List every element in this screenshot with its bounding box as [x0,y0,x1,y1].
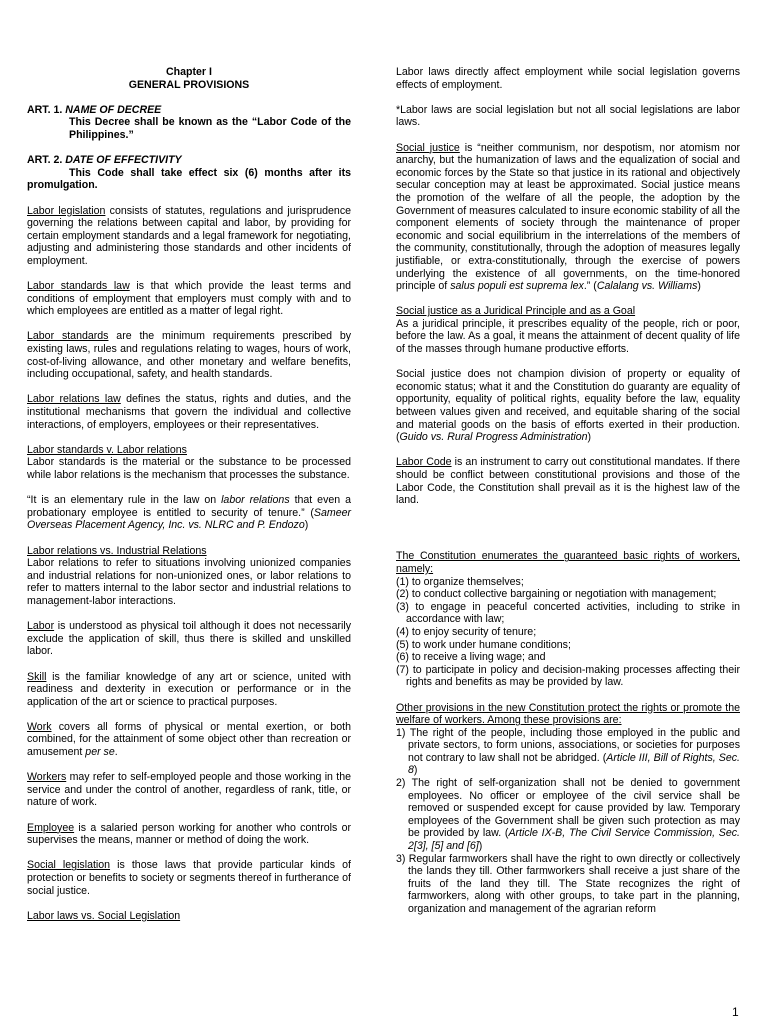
art2-text: This Code shall take effect six (6) months after its promulgation. [27,166,351,192]
spacer [396,519,740,550]
case-citation-sameer: Sameer Overseas Placement Agency, Inc. vs. NLRC and P. Endozo [27,506,351,532]
heading-lr-vs-ir: Labor relations vs. Industrial Relations [27,544,207,557]
term-labor-standards: Labor standards [27,330,109,343]
term-work: Work [27,720,52,733]
term-workers: Workers [27,771,67,784]
heading-other-provisions: Other provisions in the new Constitution protect the rights or promote the welfare of workers. Among these provisions are: [396,701,740,727]
list-item: (3) to engage in peaceful concerted activities, including to strike in accordance with law; [396,600,740,626]
heading-basic-rights: The Constitution enumerates the guaranteed basic rights of workers, namely: [396,550,740,575]
right-column [396,66,740,916]
list-item: (6) to receive a living wage; and [396,651,546,664]
term-labor-code: Labor Code [396,456,452,469]
sj-division-paragraph: Social justice does not champion division of property or equality of economic status; what it and the Constitution do guaranty are equality of opportunity, equality of political rights, equality before the law, equality between values given and received, and equitable sharing of the social and material goods on the basis of efforts exerted in their production. (Guido vs. Rural Progress Administration) [396,368,740,444]
art2-heading: ART. 2. DATE OF EFFECTIVITY [27,154,182,167]
provision-2: 2) The right of self-organization shall not be denied to government employees. No officer or employee of the civil service shall be removed or suspended except for cause provided by law. Temporary employees of the Government shall be given such protection as may be provided by law. (Article IX-B, The Civil Service Commission, Sec. 2[3], [5] and [6]) [396,777,740,853]
quote-paragraph: “It is an elementary rule in the law on labor relations that even a probationary employee is entitled to security of tenure.” (Sameer Overseas Placement Agency, Inc. vs. NLRC and P. Endozo) [27,494,351,532]
term-labor-relations-law: Labor relations law [27,393,121,406]
ll-vs-sl-text: Labor laws directly affect employment while social legislation governs effects of employment. [396,66,740,91]
list-item: (7) to participate in policy and decision-making processes affecting their rights and benefits as may be provided by law. [396,663,740,689]
employee-paragraph: Employee is a salaried person working for another who controls or supervises the means, manner or method of doing the work. [27,821,351,847]
labor-standards-paragraph: Labor standards are the minimum requirements prescribed by existing laws, rules and regulations relating to wages, hours of work, cost-of-living allowance, and other monetary and welfare benefits, including occupational, safety, and health standards. [27,330,352,381]
term-social-justice: Social justice [396,141,460,154]
list-item: (5) to work under humane conditions; [396,638,571,651]
list-item: (1) to organize themselves; [396,575,524,588]
term-labor-standards-law: Labor standards law [27,280,130,293]
art1-text: This Decree shall be known as the “Labor Code of the Philippines.” [69,116,351,141]
labor-standards-law-paragraph: Labor standards law is that which provide the least terms and conditions of employment that employers must comply with and to which employees are entitled as a matter of legal right. [27,280,351,318]
page-number: 1 [732,1005,739,1019]
left-column [27,66,351,922]
social-legislation-paragraph: Social legislation is those laws that provide particular kinds of protection or benefits to society or segments thereof in furtherance of social justice. [27,859,351,897]
sj-juridical-text: As a juridical principle, it prescribes equality of the people, rich or poor, before the law. As a goal, it means the attainment of decent quality of life of the masses through humane productive efforts. [396,317,740,356]
chapter-title: GENERAL PROVISIONS [128,78,250,91]
term-skill: Skill [27,670,47,683]
term-labor: Labor [27,620,55,633]
labor-relations-law-paragraph: Labor relations law defines the status, rights and duties, and the institutional mechanisms that govern the individual and collective interactions, of employers, employees or their representatives. [27,393,352,431]
chapter-number: Chapter I [166,66,212,78]
case-citation-calalang: Calalang vs. Williams [596,280,698,293]
term-labor-legislation: Labor legislation [27,204,106,217]
labor-legislation-paragraph: Labor legislation consists of statutes, regulations and jurisprudence governing the relations between capital and labor, by providing for certain employment standards and a legal framework for negotiating, adjusting and administering those standards and other incidents of employment. [27,204,352,267]
list-item: (4) to enjoy security of tenure; [396,625,537,638]
provision-1: 1) The right of the people, including those employed in the public and private sectors, to form unions, associations, or societies for purposes not contrary to law shall not be abridged. (Article III, Bill of Rights, Sec. 8) [396,726,740,777]
skill-paragraph: Skill is the familiar knowledge of any art or science, united with readiness and dexterity in execution or performance or in the application of the art or science to practical purposes. [27,670,351,708]
term-social-legislation: Social legislation [27,859,111,872]
heading-ls-vs-lr: Labor standards v. Labor relations [27,443,187,456]
workers-paragraph: Workers may refer to self-employed people and those working in the service and under the control of another, regardless of rank, title, or nature of work. [27,771,351,809]
rights-list [396,576,740,689]
social-justice-paragraph: Social justice is “neither communism, nor despotism, nor atomism nor anarchy, but the humanization of laws and the equalization of social and economic forces by the State so that justice in its rational and objectively secular conception may at least be approximated. Social justice means the promotion of the welfare of all the people, the adoption by the Government of measures calculated to insure economic stability of all the component elements of society through the maintenance of proper economic and social equilibrium in the interrelations of the members of the community, constitutionally, through the adoption of measures legally justifiable, or extra-constitutionally, through the exercise of powers underlying the existence of all governments, on the time-honored principle of salus populi est suprema lex.” (Calalang vs. Williams) [396,141,741,293]
heading-ll-vs-sl: Labor laws vs. Social Legislation [27,909,181,922]
provision-3: 3) Regular farmworkers shall have the right to own directly or collectively the lands they till. Other farmworkers shall receive a just share of the fruits of the land they till. The State recognizes the right of farmworkers, along with other groups, to take part in the planning, organization and management of the agrarian reform [396,852,740,915]
term-employee: Employee [27,821,75,834]
case-citation-guido: Guido vs. Rural Progress Administration [399,431,588,444]
heading-sj-juridical: Social justice as a Juridical Principle and as a Goal [396,305,636,318]
labor-paragraph: Labor is understood as physical toil although it does not necessarily exclude the application of skill, thus there is skilled and unskilled labor. [27,620,351,658]
list-item: (2) to conduct collective bargaining or negotiation with management; [396,588,717,601]
labor-code-paragraph: Labor Code is an instrument to carry out constitutional mandates. If there should be conflict between constitutional provisions and those of the Labor Code, the Constitution shall prevail as it is the highest law of the land. [396,456,740,507]
ll-note: *Labor laws are social legislation but not all social legislations are labor laws. [396,103,740,129]
work-paragraph: Work covers all forms of physical or mental exertion, or both combined, for the attainment of some object other than recreation or amusement per se. [27,720,351,759]
art1-heading: ART. 1. NAME OF DECREE [27,103,162,116]
art2-title: DATE OF EFFECTIVITY [65,154,182,167]
ls-vs-lr-text: Labor standards is the material or the substance to be processed while labor relations is the mechanism that processes the substance. [27,456,351,481]
lr-vs-ir-text: Labor relations to refer to situations involving unionized companies and industrial relations for non-unionized ones, or labor relations to refer to matters internal to the labor sector and industrial relations to management-labor interactions. [27,557,351,607]
art1-title: NAME OF DECREE [65,103,162,116]
